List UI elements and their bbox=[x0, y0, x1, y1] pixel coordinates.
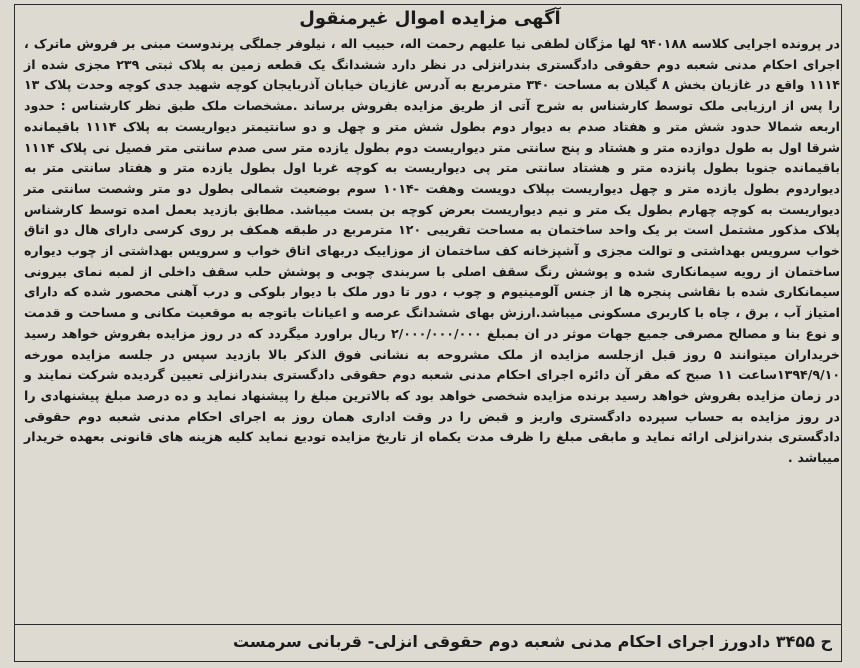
footer-divider bbox=[14, 624, 842, 625]
notice-body: در پرونده اجرایی کلاسه ۹۴۰۱۸۸ لها مژگان لطفی نیا علیهم رحمت اله، حبیب اله ، نیلوفر جملگی پرندوست مبنی بر فروش ماترک ، اجرای احکام مدنی شعبه دوم حقوقی دادگستری بندرانزلی در نظر دارد ششدانگ یک قطعه زمین به پلاک ثبتی ۲۳۹ مجزی شده از ۱۱۱۴ واقع در غازیان بخش ۸ گیلان به مساحت ۳۴۰ مترمربع به آدرس غازیان خیابان آذربایجان کوچه شهید جدی کوچه وحدت پلاک ۱۳ را پس از ارزیابی ملک توسط کارشناس به شرح آتی از طریق مزایده بفروش برساند .مشخصات ملک طبق نظر کارشناس : حدود اربعه شمالا حدود شش متر و هفتاد صدم به دیوار دوم بطول شش متر و چهل و دو سانتیمتر دیواریست به پلاک ۱۱۱۴ باقیمانده شرقا اول به طول دوازده متر و هشتاد و پنج سانتی متر دیواریست دوم بطول یازده متر سی صدم سانتی متر فصیل نی پلاک ۱۱۱۴ باقیمانده جنوبا بطول پانزده متر و هشتاد سانتی متر پی دیواریست به کوچه غربا اول بطول یازده متر و هفتاد سانتی متر به دیواردوم بطول یازده متر و چهل دیواریست بپلاک دویست وهفت -۱۰۱۴ سوم بوضعیت شمالی بطول دو متر وشصت سانتی متر دیواریست به کوچه چهارم بطول یک متر و نیم دیواریست بعرض کوچه بن بست میباشد. مطابق بازدید بعمل امده توسط کارشناس پلاک مذکور مشتمل است بر یک واحد ساختمان به مساحت تقریبی ۱۲۰ مترمربع در طبقه همکف بر روی کرسی دارای هال دو اتاق خواب سرویس بهداشتی و توالت مجزی و آشپزخانه کف ساختمان از موزاییک دربهای اتاق خواب و سرویس بهداشتی از چوب دیواره ساختمان از رویه سیمانکاری شده و پوشش رنگ سقف اصلی با سربندی چوبی و پوشش حلب سقف داخلی از لمبه نمای بیرونی سیمانکاری شده با نقاشی پنجره ها از جنس آلومینیوم و چوب ، دور تا دور ملک با دیوار بلوکی و درب آهنی محصور شده که دارای امتیاز آب ، برق ، چاه با کاربری مسکونی میباشد.ارزش بهای ششدانگ عرصه و اعیانات باتوجه به موقعیت مکانی و مساحت و قدمت و نوع بنا و مصالح مصرفی جمیع جهات موثر در ان بمبلغ ۲/۰۰۰/۰۰۰/۰۰۰ ریال براورد میگردد که در روز مزایده بفروش خواهد رسید خریداران میتوانند ۵ روز قبل ازجلسه مزایده از ملک مشروحه به نشانی فوق الذکر بالا بازدید سپس در جلسه مزایده مورخه ۱۳۹۴/۹/۱۰ساعت ۱۱ صبح که مقر آن دائره اجرای احکام مدنی شعبه دوم حقوقی دادگستری بندرانزلی تعیین گردیده شرکت نمایند و در زمان مزایده بفروش خواهد رسید برنده مزایده شخصی خواهد بود که بالاترین مبلغ را پیشنهاد نماید و ده درصد مبلغ پیشنهادی را در روز مزایده به حساب سپرده دادگستری واریز و قبض را در وقت اداری همان روز به اجرای احکام مدنی شعبه دوم حقوقی دادگستری بندرانزلی ارائه نماید و مابقی مبلغ را ظرف مدت یکماه از تاریخ مزایده تودیع نماید کلیه هزینه های قانونی بعهده خریدار میباشد . bbox=[24, 36, 841, 466]
notice-title: آگهی مزایده اموال غیرمنقول bbox=[299, 8, 561, 29]
notice-footer: ح ۳۴۵۵ دادورز اجرای احکام مدنی شعبه دوم حقوقی انزلی- قربانی سرمست bbox=[232, 632, 832, 651]
